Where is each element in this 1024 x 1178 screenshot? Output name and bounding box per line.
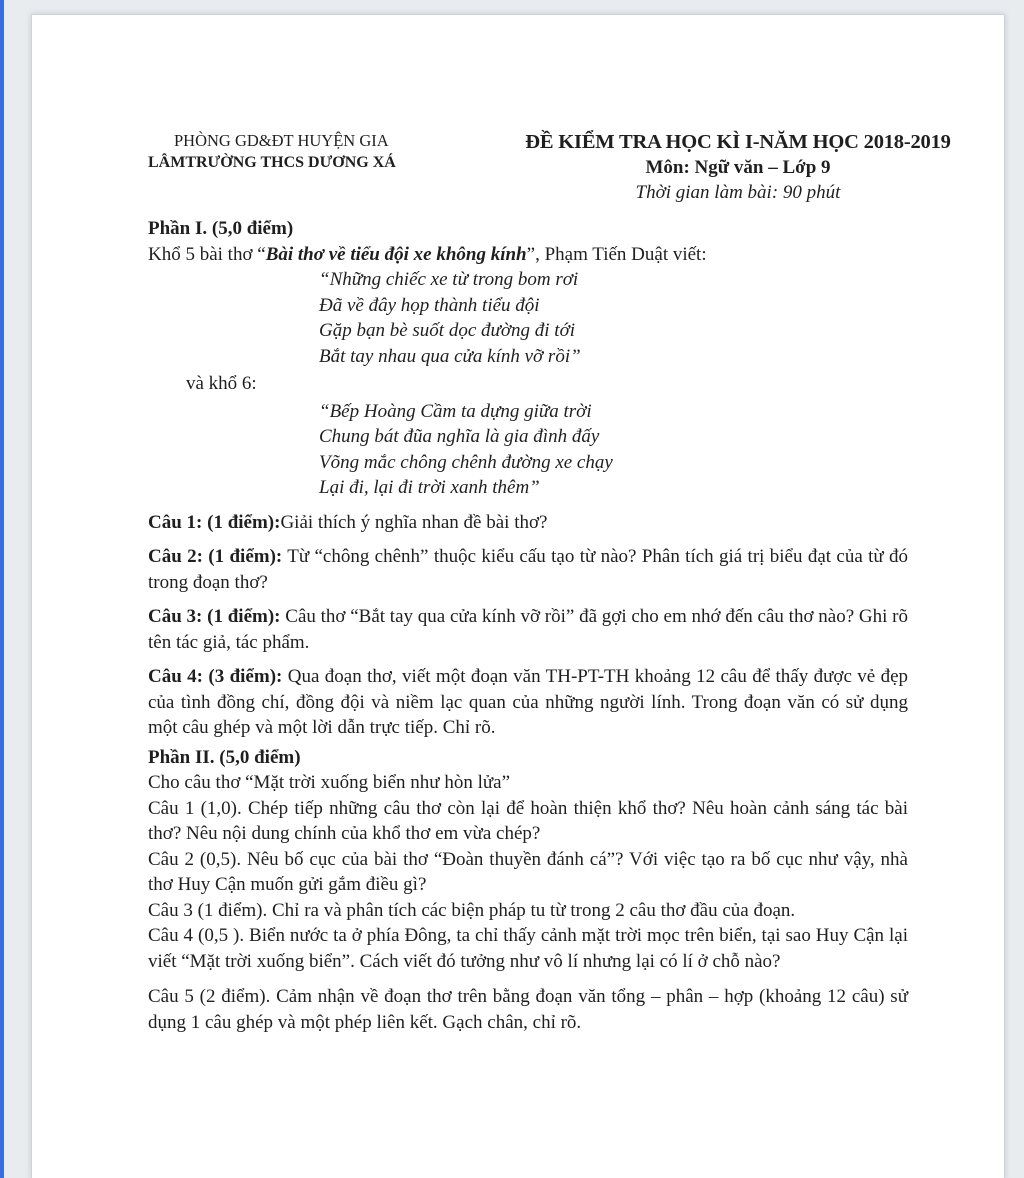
part1-intro <box>148 242 908 268</box>
exam-subject: Môn: Ngữ văn – Lớp 9 <box>645 157 831 178</box>
stanza-6-label: và khổ 6: <box>186 373 257 394</box>
part1-question-3 <box>148 604 908 655</box>
question-label: Câu 1: (1 điểm): <box>148 511 281 533</box>
poem-line: “Những chiếc xe từ trong bom rơi <box>319 269 579 290</box>
poem-line: Bắt tay nhau qua cửa kính vỡ rồi” <box>319 345 581 367</box>
part2-question-3: Câu 3 (1 điểm). Chỉ ra và phân tích các biện pháp tu từ trong 2 câu thơ đầu của đoạn. <box>148 899 796 921</box>
question-text: Câu thơ “Bắt tay qua cửa kính vỡ rồi” đã gợi cho em nhớ đến câu thơ nào? Ghi rõ tên tác giả, tác phẩm. <box>148 606 908 653</box>
part2-title: Phần II. (5,0 điểm) <box>148 746 301 768</box>
poem-line: “Bếp Hoàng Cầm ta dựng giữa trời <box>319 400 592 422</box>
poem-title: Bài thơ về tiểu đội xe không kính <box>265 243 527 265</box>
school-name: LÂMTRƯỜNG THCS DƯƠNG XÁ <box>148 154 396 171</box>
poem-line: Lại đi, lại đi trời xanh thêm” <box>319 477 540 498</box>
part1-intro-a: Khổ 5 bài thơ “ <box>148 243 266 265</box>
part2-question-2: Câu 2 (0,5). Nêu bố cục của bài thơ “Đoàn thuyền đánh cá”? Với việc tạo ra bố cục như vậy, nhà thơ Huy Cận muốn gửi gắm điều gì? <box>148 848 908 895</box>
question-label: Câu 3: (1 điểm): <box>148 606 281 627</box>
stanza-6 <box>148 399 908 501</box>
poem-line: Võng mắc chông chênh đường xe chạy <box>319 451 613 473</box>
exam-title: ĐỀ KIỂM TRA HỌC KÌ I-NĂM HỌC 2018-2019 <box>525 131 951 153</box>
poem-line: Chung bát đũa nghĩa là gia đình đấy <box>319 426 600 447</box>
part1-question-2 <box>148 544 908 595</box>
window-left-edge <box>0 0 4 1178</box>
part2-intro: Cho câu thơ “Mặt trời xuống biển như hòn lửa” <box>148 772 511 793</box>
department-name: PHÒNG GD&ĐT HUYỆN GIA <box>174 131 389 150</box>
part1-question-4 <box>148 664 908 741</box>
exam-header <box>148 130 951 212</box>
stanza-5 <box>148 267 908 369</box>
question-label: Câu 4: (3 điểm): <box>148 666 283 687</box>
part1-title: Phần I. (5,0 điểm) <box>148 218 294 239</box>
part1-question-1 <box>148 510 908 536</box>
question-text: Từ “chông chênh” thuộc kiểu cấu tạo từ nào? Phân tích giá trị biểu đạt của từ đó trong đoạn thơ? <box>148 546 909 593</box>
part2-question-5: Câu 5 (2 điểm). Cảm nhận về đoạn thơ trên bằng đoạn văn tổng – phân – hợp (khoảng 12 câu) sử dụng 1 câu ghép và một phép liên kết. Gạch chân, chỉ rõ. <box>148 986 908 1033</box>
question-text: Qua đoạn thơ, viết một đoạn văn TH-PT-TH khoảng 12 câu để thấy được vẻ đẹp của tình đồng chí, đồng đội và niềm lạc quan của những người lính. Trong đoạn văn có sử dụng một câu ghép và một lời dẫn trực tiếp. Chỉ rõ. <box>148 666 909 738</box>
question-text: Giải thích ý nghĩa nhan đề bài thơ? <box>280 511 548 533</box>
poem-line: Gặp bạn bè suốt dọc đường đi tới <box>319 320 575 341</box>
poem-line: Đã về đây họp thành tiểu đội <box>319 294 540 316</box>
part2-question-4: Câu 4 (0,5 ). Biển nước ta ở phía Đông, ta chỉ thấy cảnh mặt trời mọc trên biển, tại sao Huy Cận lại viết “Mặt trời xuống biển”. Cách viết đó tưởng như vô lí nhưng lại có lí ở chỗ nào? <box>148 925 908 972</box>
school-info <box>148 130 458 174</box>
exam-time: Thời gian làm bài: 90 phút <box>635 182 841 203</box>
exam-info <box>493 130 983 205</box>
part1-intro-b: ”, Phạm Tiến Duật viết: <box>526 243 707 265</box>
question-label: Câu 2: (1 điểm): <box>148 546 283 567</box>
document-page <box>31 14 1005 1178</box>
part2-question-1: Câu 1 (1,0). Chép tiếp những câu thơ còn lại để hoàn thiện khổ thơ? Nêu hoàn cảnh sáng tác bài thơ? Nêu nội dung chính của khổ thơ em vừa chép? <box>148 797 908 844</box>
document-content <box>148 130 951 1035</box>
